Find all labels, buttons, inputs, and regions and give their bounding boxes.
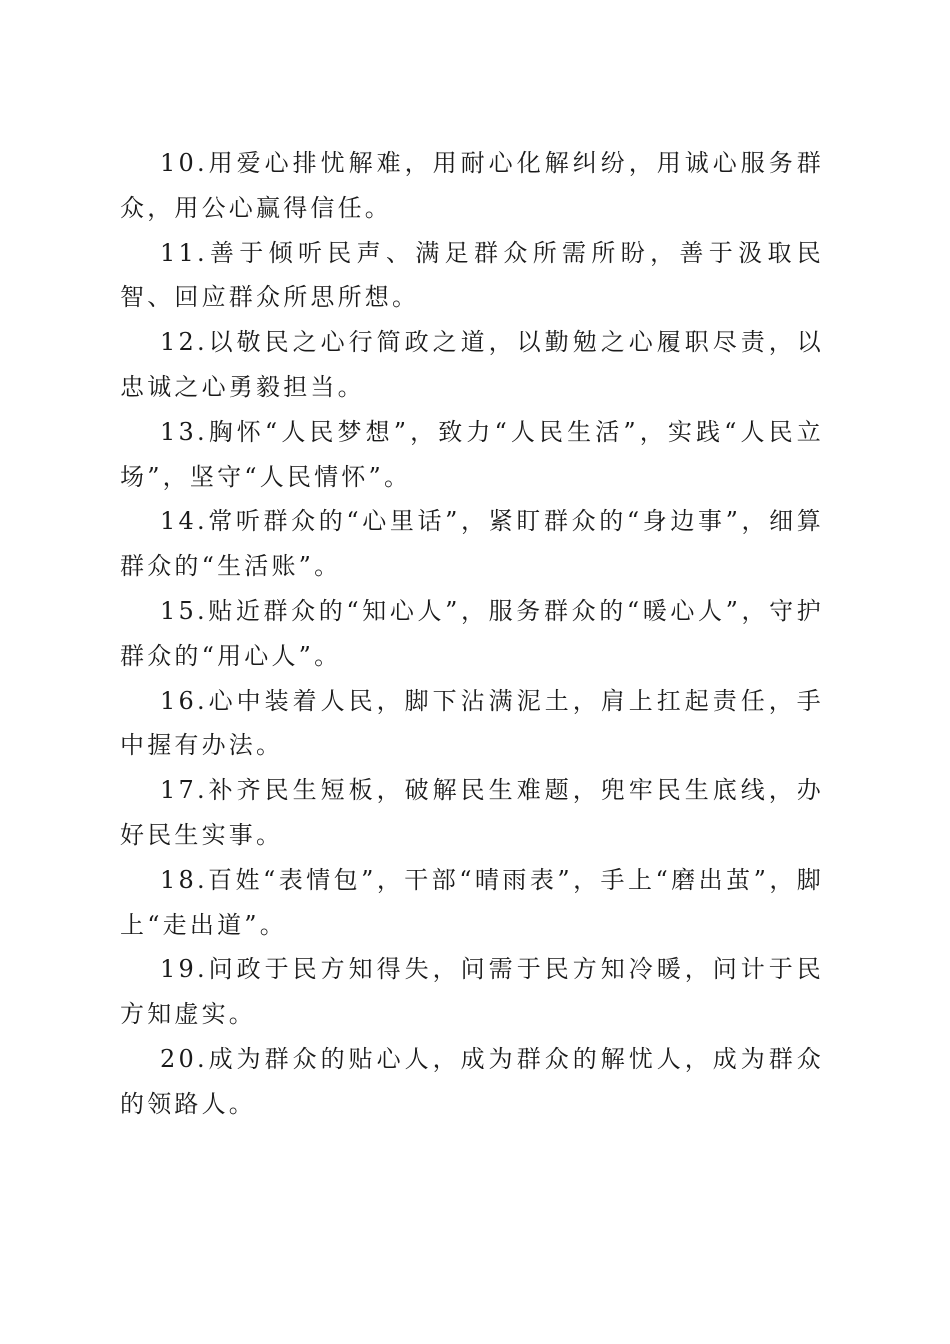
- list-item-13: 13.胸怀“人民梦想”，致力“人民生活”，实践“人民立场”，坚守“人民情怀”。: [120, 417, 824, 491]
- list-item-11: 11.善于倾听民声、满足群众所需所盼，善于汲取民智、回应群众所思所想。: [120, 238, 824, 312]
- list-item-12: 12.以敬民之心行简政之道，以勤勉之心履职尽责，以忠诚之心勇毅担当。: [120, 328, 824, 401]
- list-item-20: 20.成为群众的贴心人，成为群众的解忧人，成为群众的领路人。: [120, 1044, 824, 1118]
- list-item-17: 17.补齐民生短板，破解民生难题，兜牢民生底线，办好民生实事。: [120, 776, 824, 849]
- list-item-19: 19.问政于民方知得失，问需于民方知冷暖，问计于民方知虚实。: [120, 955, 824, 1029]
- list-item-15: 15.贴近群众的“知心人”，服务群众的“暖心人”，守护群众的“用心人”。: [120, 596, 824, 670]
- list-item-16: 16.心中装着人民，脚下沾满泥土，肩上扛起责任，手中握有办法。: [120, 686, 824, 760]
- document-body: [120, 141, 824, 1127]
- list-item-14: 14.常听群众的“心里话”，紧盯群众的“身边事”，细算群众的“生活账”。: [120, 507, 824, 581]
- list-item-18: 18.百姓“表情包”，干部“晴雨表”，手上“磨出茧”，脚上“走出道”。: [120, 865, 824, 939]
- list-item-10: 10.用爱心排忧解难，用耐心化解纠纷，用诚心服务群众，用公心赢得信任。: [120, 149, 824, 222]
